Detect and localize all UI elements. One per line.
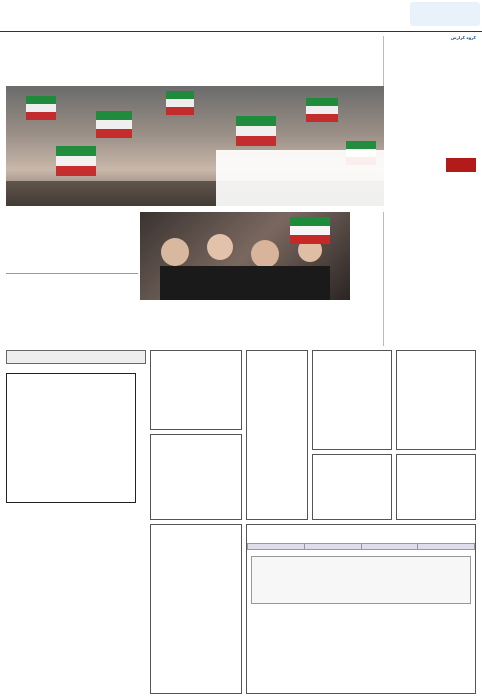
- masthead-logo-bg: [410, 2, 480, 26]
- text-column-5: [6, 36, 126, 84]
- lead-box: [6, 214, 138, 274]
- text-column-8: [140, 310, 350, 346]
- text-column-4: [132, 36, 212, 84]
- col-header: [418, 544, 475, 550]
- text-column-3: [216, 36, 296, 84]
- text-column-1: [386, 36, 476, 156]
- subscription-table-header: [248, 544, 475, 550]
- ad-5-body: [397, 457, 475, 459]
- ad-4-body: [151, 353, 241, 355]
- text-column-6: [386, 216, 476, 341]
- crossword-numbers-side: [138, 373, 146, 503]
- ad-8: [150, 524, 242, 694]
- col-header: [248, 544, 305, 550]
- subscription-form-area[interactable]: [251, 556, 471, 604]
- subscription-table: [247, 543, 475, 550]
- crossword-cells: [7, 374, 135, 502]
- ad-3: [246, 350, 308, 520]
- crossword-header: [6, 350, 146, 364]
- ad-1-body: [397, 353, 475, 355]
- ad-2-body: [313, 353, 391, 355]
- ad-7-body: [151, 437, 241, 439]
- lead-box-text: [6, 214, 138, 218]
- ad-4: [150, 350, 242, 430]
- students-illustration: [140, 212, 350, 300]
- col-header: [361, 544, 418, 550]
- students-photo: [140, 212, 350, 300]
- crossword-numbers-top: [6, 366, 136, 372]
- ad-5: [396, 454, 476, 520]
- ad-7: [150, 434, 242, 520]
- subscription-box: [246, 524, 476, 694]
- text-column-2: [300, 36, 380, 84]
- ad-8-body: [151, 527, 241, 529]
- lead-intro: گروه گزارش: [450, 36, 476, 40]
- text-column-7: [6, 278, 136, 343]
- ad-6-body: [313, 457, 391, 459]
- crossword-across-clues: [6, 506, 146, 616]
- ad-3-body: [247, 353, 307, 355]
- side-red-label: [446, 158, 476, 172]
- headline-box: [216, 150, 476, 212]
- ad-2: [312, 350, 392, 450]
- crossword-grid[interactable]: [6, 373, 136, 503]
- ad-6: [312, 454, 392, 520]
- col-header: [304, 544, 361, 550]
- ad-1: [396, 350, 476, 450]
- crossword-down-clues: [6, 628, 146, 694]
